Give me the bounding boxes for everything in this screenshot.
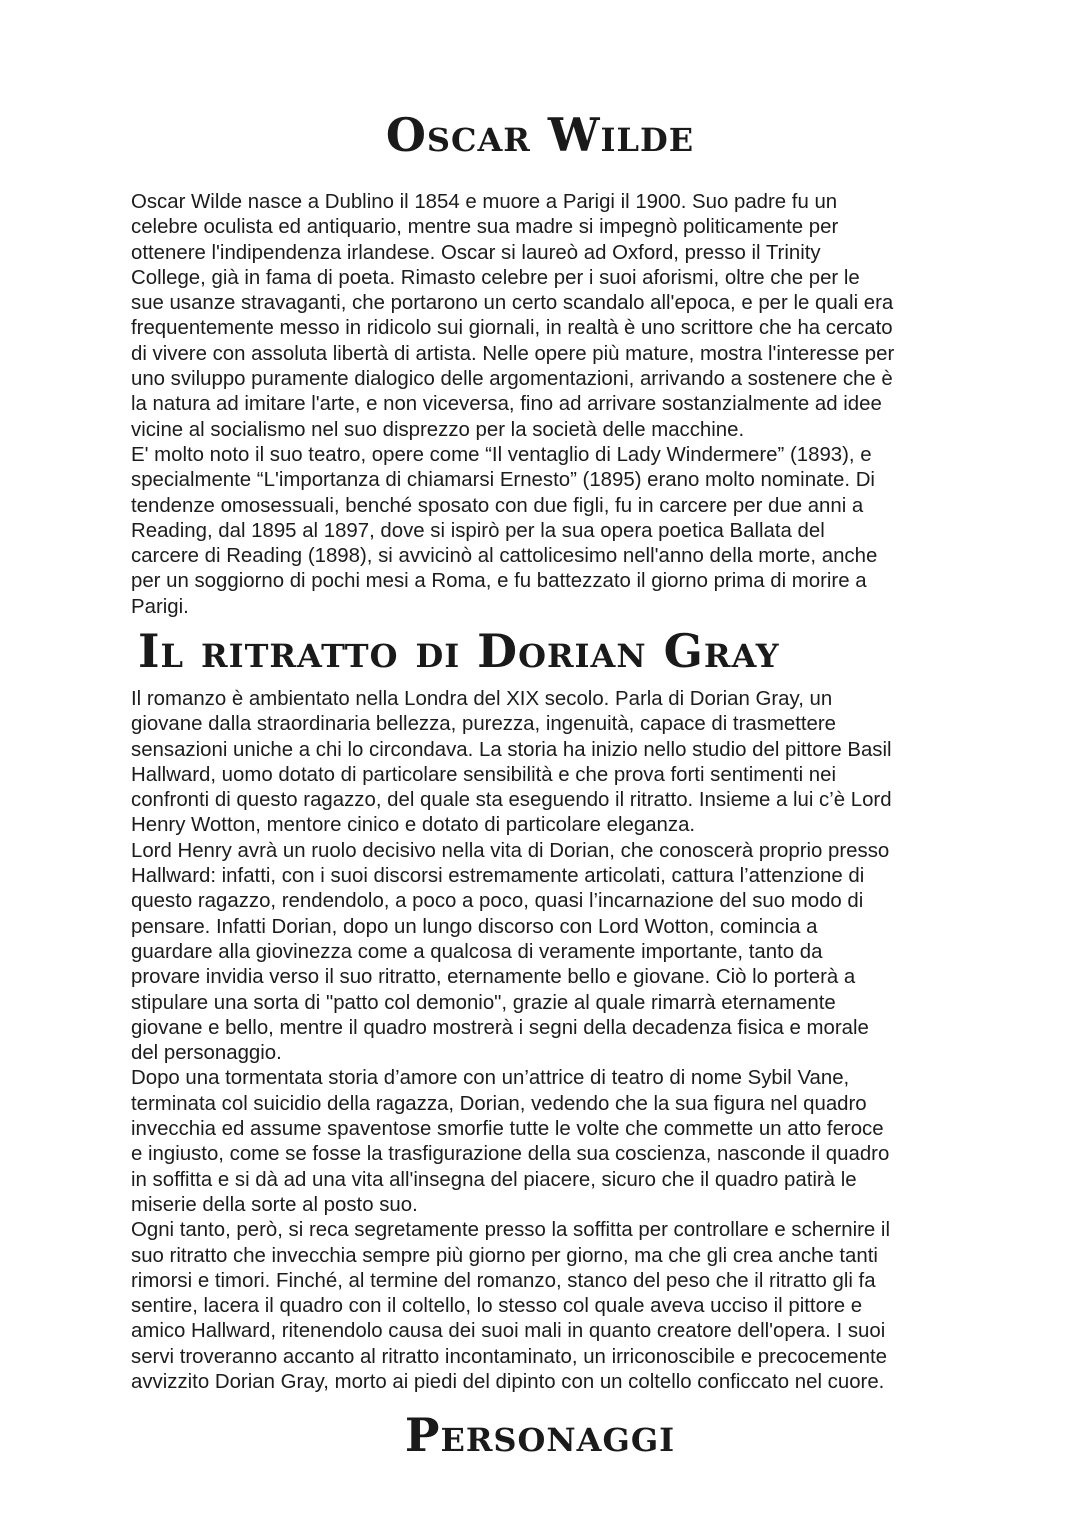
paragraph-oscar-wilde-bio: Oscar Wilde nasce a Dublino il 1854 e muore a Parigi il 1900. Suo padre fu un celebre oculista ed antiquario, mentre sua madre si impegnò politicamente per ottenere l'indipendenza irlandese. Oscar si laureò ad Oxford, presso il Trinity College, già in fama di poeta. Rimasto celebre per i suoi aforismi, oltre che per le sue usanze stravaganti, che portarono un certo scandalo all'epoca, e per le quali era frequentemente messo in ridicolo sui giornali, in realtà è uno scrittore che ha cercato di vivere con assoluta libertà di artista. Nelle opere più mature, mostra l'interesse per uno sviluppo puramente dialogico delle argomentazioni, arrivando a sostenere che è la natura ad imitare l'arte, e non viceversa, fino ad arrivare sostanzialmente ad idee vicine al socialismo nel suo disprezzo per la società delle macchine. E' molto noto il suo teatro, opere come “Il ventaglio di Lady Windermere” (1893), e specialmente “L'importanza di chiamarsi Ernesto” (1895) erano molto nominate. Di tendenze omosessuali, benché sposato con due figli, fu in carcere per due anni a Reading, dal 1895 al 1897, dove si ispirò per la sua opera poetica Ballata del carcere di Reading (1898), si avvicinò al cattolicesimo nell'anno della morte, anche per un soggiorno di pochi mesi a Roma, e fu battezzato il giorno prima di morire a Parigi. [131, 191, 895, 618]
heading-oscar-wilde: Oscar Wilde [385, 108, 695, 162]
paragraph-dorian-gray-plot: Il romanzo è ambientato nella Londra del XIX secolo. Parla di Dorian Gray, un giovane dalla straordinaria bellezza, purezza, ingenuità, capace di trasmettere sensazioni uniche a chi lo circondava. La storia ha inizio nello studio del pittore Basil Hallward, uomo dotato di particolare sensibilità e che prova forti sentimenti nei confronti di questo ragazzo, del quale sta eseguendo il ritratto. Insieme a lui c’è Lord Henry Wotton, mentore cinico e dotato di particolare eleganza. Lord Henry avrà un ruolo decisivo nella vita di Dorian, che conoscerà proprio presso Hallward: infatti, con i suoi discorsi estremamente articolati, cattura l’attenzione di questo ragazzo, rendendolo, a poco a poco, quasi l’incarnazione del suo modo di pensare. Infatti Dorian, dopo un lungo discorso con Lord Wotton, comincia a guardare alla giovinezza come a qualcosa di veramente importante, tanto da provare invidia verso il suo ritratto, eternamente bello e giovane. Ciò lo porterà a stipulare una sorta di "patto col demonio", grazie al quale rimarrà eternamente giovane e bello, mentre il quadro mostrerà i segni della decadenza fisica e morale del personaggio. Dopo una tormentata storia d’amore con un’attrice di teatro di nome Sybil Vane, terminata col suicidio della ragazza, Dorian, vedendo che la sua figura nel quadro invecchia ed assume spaventose smorfie tutte le volte che commette un atto feroce e ingiusto, come se fosse la trasfigurazione della sua coscienza, nasconde il quadro in soffitta e si dà ad una vita all'insegna del piacere, sicuro che il quadro patirà le miserie della sorte al posto suo. Ogni tanto, però, si reca segretamente presso la soffitta per controllare e schernire il suo ritratto che invecchia sempre più giorno per giorno, ma che gli crea anche tanti rimorsi e timori. Finché, al termine del romanzo, stanco del peso che il ritratto gli fa sentire, lacera il quadro con il coltello, lo stesso col quale aveva ucciso il pittore e amico Hallward, ritenendolo causa dei suoi mali in quanto creatore dell'opera. I suoi servi troveranno accanto al ritratto incontaminato, un irriconoscibile e precocemente avvizzito Dorian Gray, morto ai piedi del dipinto con un coltello conficcato nel cuore. [131, 688, 892, 1394]
heading-dorian-gray: Il ritratto di Dorian Gray [138, 624, 780, 678]
heading-personaggi: Personaggi [404, 1408, 676, 1462]
